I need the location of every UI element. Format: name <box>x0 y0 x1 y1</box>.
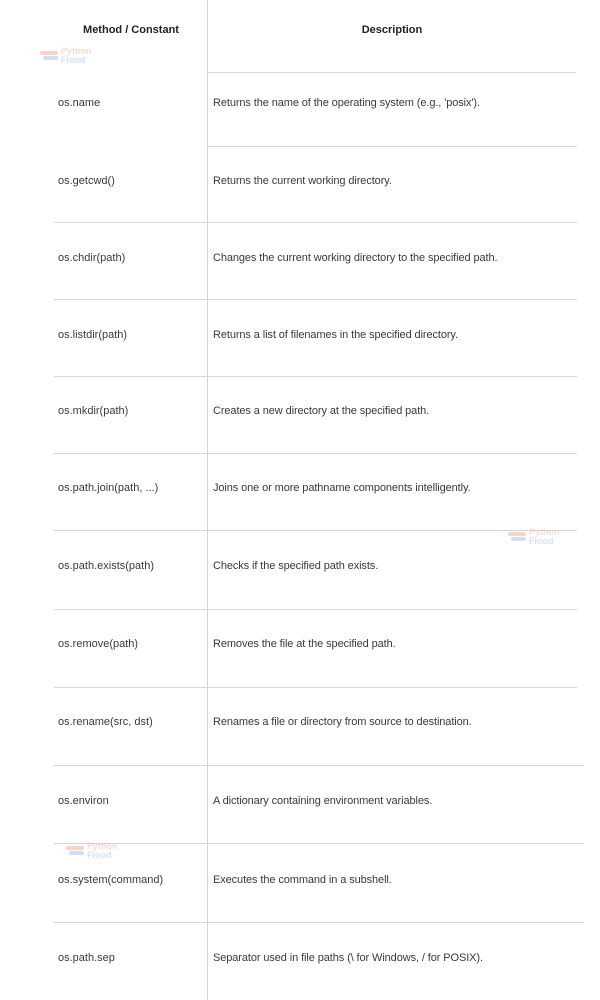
row-10-description: A dictionary containing environment variables. <box>213 795 433 807</box>
watermark-line2: Flood <box>61 55 86 65</box>
row-divider <box>54 453 577 454</box>
row-9-method: os.rename(src, dst) <box>58 716 153 728</box>
watermark-icon <box>40 51 58 61</box>
row-11-description: Executes the command in a subshell. <box>213 874 392 886</box>
row-divider <box>54 687 577 688</box>
column-header-method: Method / Constant <box>83 24 179 36</box>
column-header-description: Description <box>361 24 423 36</box>
row-divider <box>54 376 577 377</box>
row-1-method: os.name <box>58 97 101 109</box>
row-12-method: os.path.sep <box>58 952 115 964</box>
row-divider <box>54 299 577 300</box>
row-divider <box>54 843 584 844</box>
row-divider <box>54 530 577 531</box>
row-divider <box>54 765 584 766</box>
row-7-method: os.path.exists(path) <box>58 560 154 572</box>
row-12-description: Separator used in file paths (\ for Windows, / for POSIX). <box>213 952 483 964</box>
row-4-description: Returns a list of filenames in the specified directory. <box>213 329 458 341</box>
row-2-description: Returns the current working directory. <box>213 175 392 187</box>
watermark-logo <box>66 842 118 860</box>
watermark-icon <box>508 532 526 542</box>
row-divider <box>208 146 577 147</box>
watermark-line2: Flood <box>529 536 554 546</box>
watermark-line1: Python <box>61 46 92 56</box>
row-3-description: Changes the current working directory to the specified path. <box>213 252 498 264</box>
row-divider <box>54 222 577 223</box>
row-8-description: Removes the file at the specified path. <box>213 638 396 650</box>
row-1-description: Returns the name of the operating system (e.g., 'posix'). <box>213 97 480 109</box>
row-2-method: os.getcwd() <box>58 175 115 187</box>
row-6-description: Joins one or more pathname components intelligently. <box>213 482 471 494</box>
watermark-line2: Flood <box>87 850 112 860</box>
watermark-line1: Python <box>529 527 560 537</box>
row-5-description: Creates a new directory at the specified path. <box>213 405 430 417</box>
row-5-method: os.mkdir(path) <box>58 405 129 417</box>
row-6-method: os.path.join(path, ...) <box>58 482 159 494</box>
watermark-line1: Python <box>87 841 118 851</box>
header-divider <box>208 72 576 73</box>
row-divider <box>54 609 577 610</box>
watermark-logo <box>508 528 560 546</box>
row-9-description: Renames a file or directory from source to destination. <box>213 716 472 728</box>
row-10-method: os.environ <box>58 795 109 807</box>
row-7-description: Checks if the specified path exists. <box>213 560 379 572</box>
row-3-method: os.chdir(path) <box>58 252 126 264</box>
row-4-method: os.listdir(path) <box>58 329 128 341</box>
watermark-logo <box>40 47 92 65</box>
row-8-method: os.remove(path) <box>58 638 139 650</box>
row-11-method: os.system(command) <box>58 874 164 886</box>
row-divider <box>54 922 584 923</box>
column-divider <box>207 0 208 1000</box>
watermark-icon <box>66 846 84 856</box>
